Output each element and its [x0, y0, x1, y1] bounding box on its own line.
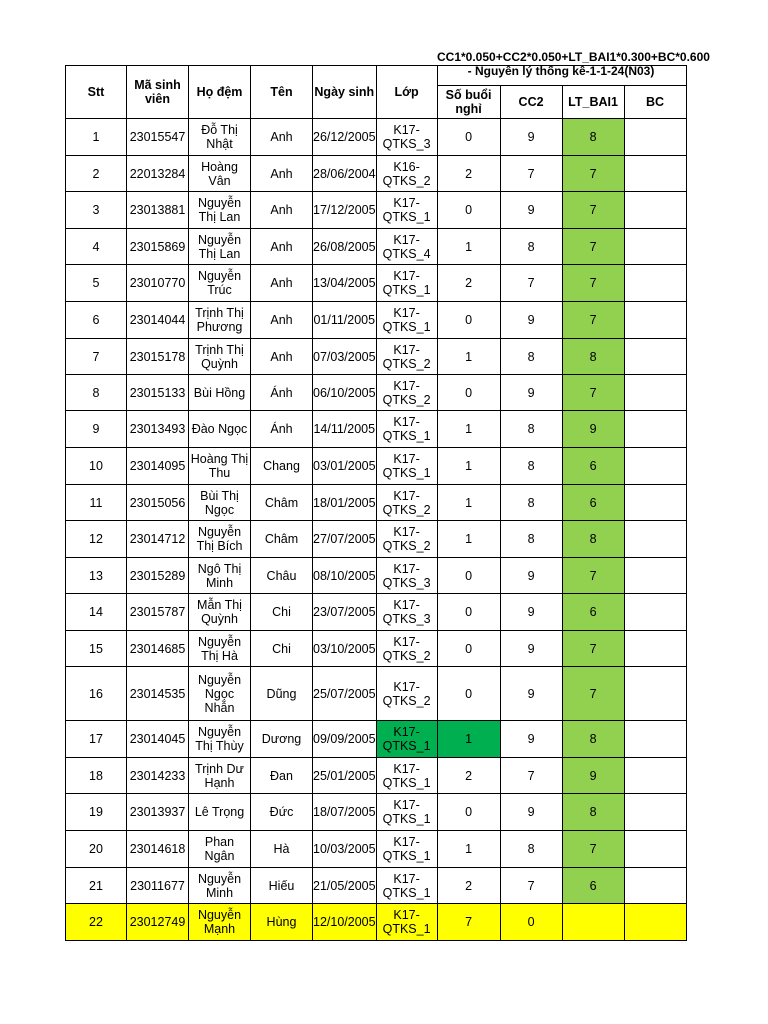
header-bc[interactable]: BC [624, 86, 686, 119]
cell-ngaysinh[interactable]: 03/01/2005 [313, 448, 377, 485]
cell-msv[interactable]: 23015787 [127, 594, 189, 631]
cell-cc2[interactable]: 9 [500, 375, 562, 411]
table-row [66, 302, 687, 339]
cell-sobuoinghi[interactable]: 0 [437, 375, 500, 411]
cell-sobuoinghi[interactable]: 0 [437, 558, 500, 594]
table-row [66, 411, 687, 448]
cell-ngaysinh[interactable]: 01/11/2005 [313, 302, 377, 339]
cell-bc[interactable] [624, 485, 686, 521]
cell-ngaysinh[interactable]: 12/10/2005 [313, 904, 377, 941]
cell-stt[interactable]: 15 [66, 631, 127, 667]
cell-lop[interactable]: K17-QTKS_2 [376, 485, 437, 521]
table-row [66, 868, 687, 904]
cell-cc2[interactable]: 9 [500, 794, 562, 831]
cell-lop[interactable]: K17-QTKS_1 [376, 448, 437, 485]
cell-stt[interactable]: 3 [66, 192, 127, 229]
cell-bc[interactable] [624, 631, 686, 667]
table-row [66, 485, 687, 521]
cell-stt[interactable]: 21 [66, 868, 127, 904]
cell-bc[interactable] [624, 904, 686, 941]
cell-lop[interactable]: K17-QTKS_3 [376, 119, 437, 156]
header-sobuoinghi[interactable]: Số buổi nghỉ [437, 86, 500, 119]
cell-lop[interactable]: K17-QTKS_1 [376, 831, 437, 868]
table-body [66, 66, 687, 941]
cell-sobuoinghi[interactable]: 2 [437, 156, 500, 192]
cell-sobuoinghi[interactable]: 0 [437, 631, 500, 667]
table-row [66, 594, 687, 631]
table-row [66, 375, 687, 411]
table-row [66, 448, 687, 485]
cell-lop[interactable]: K17-QTKS_3 [376, 558, 437, 594]
header-hodem[interactable]: Họ đệm [189, 66, 251, 119]
cell-ten[interactable]: Anh [251, 156, 313, 192]
cell-ten[interactable]: Đan [251, 758, 313, 794]
cell-msv[interactable]: 23015869 [127, 229, 189, 265]
cell-lop[interactable]: K17-QTKS_2 [376, 521, 437, 558]
cell-ngaysinh[interactable]: 23/07/2005 [313, 594, 377, 631]
cell-bc[interactable] [624, 521, 686, 558]
cell-stt[interactable]: 8 [66, 375, 127, 411]
cell-hodem[interactable]: Đỗ Thị Nhật [189, 119, 251, 156]
cell-sobuoinghi[interactable]: 2 [437, 265, 500, 302]
cell-ngaysinh[interactable]: 27/07/2005 [313, 521, 377, 558]
cell-sobuoinghi[interactable]: 1 [437, 229, 500, 265]
cell-lt-bai1[interactable]: 7 [562, 265, 624, 302]
cell-ngaysinh[interactable]: 17/12/2005 [313, 192, 377, 229]
cell-cc2[interactable]: 9 [500, 192, 562, 229]
cell-hodem[interactable]: Nguyễn Thị Bích [189, 521, 251, 558]
cell-ten[interactable]: Hiếu [251, 868, 313, 904]
cell-lop[interactable]: K17-QTKS_1 [376, 794, 437, 831]
cell-hodem[interactable]: Đào Ngọc [189, 411, 251, 448]
cell-cc2[interactable]: 7 [500, 265, 562, 302]
cell-hodem[interactable]: Nguyễn Thị Thùy [189, 721, 251, 758]
cell-cc2[interactable]: 9 [500, 119, 562, 156]
cell-msv[interactable]: 23015289 [127, 558, 189, 594]
header-lop[interactable]: Lớp [376, 66, 437, 119]
cell-bc[interactable] [624, 265, 686, 302]
cell-stt[interactable]: 6 [66, 302, 127, 339]
cell-stt[interactable]: 12 [66, 521, 127, 558]
cell-bc[interactable] [624, 868, 686, 904]
cell-cc2[interactable]: 7 [500, 758, 562, 794]
cell-msv[interactable]: 23014044 [127, 302, 189, 339]
cell-sobuoinghi[interactable]: 1 [437, 411, 500, 448]
cell-ten[interactable]: Ánh [251, 411, 313, 448]
cell-cc2[interactable]: 9 [500, 594, 562, 631]
table-row [66, 229, 687, 265]
table-row [66, 265, 687, 302]
cell-ngaysinh[interactable]: 26/08/2005 [313, 229, 377, 265]
cell-stt[interactable]: 5 [66, 265, 127, 302]
table-row [66, 831, 687, 868]
cell-lop[interactable]: K17-QTKS_2 [376, 631, 437, 667]
cell-bc[interactable] [624, 156, 686, 192]
cell-ten[interactable]: Hà [251, 831, 313, 868]
cell-hodem[interactable]: Nguyễn Thị Hà [189, 631, 251, 667]
cell-ngaysinh[interactable]: 13/04/2005 [313, 265, 377, 302]
cell-lt-bai1[interactable]: 8 [562, 339, 624, 375]
cell-sobuoinghi[interactable]: 1 [437, 485, 500, 521]
cell-sobuoinghi[interactable]: 0 [437, 192, 500, 229]
cell-lt-bai1[interactable]: 8 [562, 119, 624, 156]
cell-lop[interactable]: K17-QTKS_1 [376, 302, 437, 339]
cell-bc[interactable] [624, 721, 686, 758]
cell-stt[interactable]: 11 [66, 485, 127, 521]
cell-bc[interactable] [624, 229, 686, 265]
cell-bc[interactable] [624, 831, 686, 868]
table-row [66, 119, 687, 156]
cell-hodem[interactable]: Mẫn Thị Quỳnh [189, 594, 251, 631]
cell-stt[interactable]: 10 [66, 448, 127, 485]
cell-hodem[interactable]: Bùi Hồng [189, 375, 251, 411]
cell-msv[interactable]: 23015133 [127, 375, 189, 411]
table-row [66, 558, 687, 594]
cell-stt[interactable]: 16 [66, 667, 127, 721]
cell-bc[interactable] [624, 302, 686, 339]
cell-lt-bai1[interactable]: 7 [562, 631, 624, 667]
cell-hodem[interactable]: Nguyễn Trúc [189, 265, 251, 302]
cell-ten[interactable]: Đức [251, 794, 313, 831]
cell-hodem[interactable]: Phan Ngân [189, 831, 251, 868]
cell-msv[interactable]: 23013493 [127, 411, 189, 448]
cell-msv[interactable]: 23014045 [127, 721, 189, 758]
header-ngaysinh[interactable]: Ngày sinh [313, 66, 377, 119]
cell-bc[interactable] [624, 758, 686, 794]
cell-lt-bai1[interactable]: 7 [562, 831, 624, 868]
cell-lt-bai1[interactable]: 6 [562, 448, 624, 485]
cell-sobuoinghi[interactable]: 0 [437, 119, 500, 156]
cell-hodem[interactable]: Bùi Thị Ngọc [189, 485, 251, 521]
cell-cc2[interactable]: 9 [500, 721, 562, 758]
cell-ngaysinh[interactable]: 26/12/2005 [313, 119, 377, 156]
cell-hodem[interactable]: Nguyễn Thị Lan [189, 192, 251, 229]
cell-ten[interactable]: Chi [251, 631, 313, 667]
cell-msv[interactable]: 23014712 [127, 521, 189, 558]
cell-sobuoinghi[interactable]: 1 [437, 339, 500, 375]
cell-cc2[interactable]: 8 [500, 485, 562, 521]
header-lt-bai1[interactable]: LT_BAI1 [562, 86, 624, 119]
cell-ten[interactable]: Chi [251, 594, 313, 631]
cell-msv[interactable]: 23015178 [127, 339, 189, 375]
cell-ten[interactable]: Anh [251, 192, 313, 229]
cell-ngaysinh[interactable]: 21/05/2005 [313, 868, 377, 904]
cell-lop[interactable]: K17-QTKS_2 [376, 375, 437, 411]
table-row [66, 631, 687, 667]
cell-bc[interactable] [624, 339, 686, 375]
cell-stt[interactable]: 9 [66, 411, 127, 448]
header-msv[interactable]: Mã sinh viên [127, 66, 189, 119]
cell-sobuoinghi[interactable]: 2 [437, 868, 500, 904]
cell-msv[interactable]: 23015547 [127, 119, 189, 156]
cell-stt[interactable]: 19 [66, 794, 127, 831]
cell-lt-bai1[interactable]: 7 [562, 375, 624, 411]
cell-cc2[interactable]: 9 [500, 302, 562, 339]
cell-ten[interactable]: Anh [251, 302, 313, 339]
cell-msv[interactable]: 23014618 [127, 831, 189, 868]
cell-msv[interactable]: 23015056 [127, 485, 189, 521]
cell-msv[interactable]: 23014535 [127, 667, 189, 721]
cell-sobuoinghi[interactable]: 7 [437, 904, 500, 941]
cell-ten[interactable]: Chang [251, 448, 313, 485]
cell-lop[interactable]: K17-QTKS_2 [376, 667, 437, 721]
cell-ten[interactable]: Châm [251, 521, 313, 558]
cell-msv[interactable]: 22013284 [127, 156, 189, 192]
cell-ngaysinh[interactable]: 25/01/2005 [313, 758, 377, 794]
cell-hodem[interactable]: Hoàng Thị Thu [189, 448, 251, 485]
cell-sobuoinghi[interactable]: 1 [437, 448, 500, 485]
cell-stt[interactable]: 22 [66, 904, 127, 941]
cell-bc[interactable] [624, 411, 686, 448]
cell-bc[interactable] [624, 375, 686, 411]
cell-stt[interactable]: 2 [66, 156, 127, 192]
cell-lt-bai1[interactable]: 6 [562, 485, 624, 521]
cell-hodem[interactable]: Nguyễn Ngọc Nhẫn [189, 667, 251, 721]
cell-lt-bai1[interactable]: 7 [562, 192, 624, 229]
cell-bc[interactable] [624, 119, 686, 156]
table-row [66, 794, 687, 831]
cell-sobuoinghi[interactable]: 0 [437, 302, 500, 339]
cell-ngaysinh[interactable]: 18/07/2005 [313, 794, 377, 831]
cell-lop[interactable]: K17-QTKS_2 [376, 339, 437, 375]
cell-sobuoinghi[interactable]: 2 [437, 758, 500, 794]
cell-msv[interactable]: 23014233 [127, 758, 189, 794]
cell-stt[interactable]: 18 [66, 758, 127, 794]
cell-stt[interactable]: 4 [66, 229, 127, 265]
cell-ngaysinh[interactable]: 10/03/2005 [313, 831, 377, 868]
cell-ngaysinh[interactable]: 18/01/2005 [313, 485, 377, 521]
cell-sobuoinghi[interactable]: 0 [437, 667, 500, 721]
cell-bc[interactable] [624, 192, 686, 229]
cell-stt[interactable]: 20 [66, 831, 127, 868]
cell-hodem[interactable]: Ngô Thị Minh [189, 558, 251, 594]
cell-stt[interactable]: 1 [66, 119, 127, 156]
cell-cc2[interactable]: 9 [500, 558, 562, 594]
grade-table [65, 65, 687, 941]
table-row [66, 904, 687, 941]
header-stt[interactable]: Stt [66, 66, 127, 119]
header-formula-cell [437, 66, 686, 86]
cell-ngaysinh[interactable]: 07/03/2005 [313, 339, 377, 375]
cell-ten[interactable]: Hùng [251, 904, 313, 941]
cell-msv[interactable]: 23011677 [127, 868, 189, 904]
cell-cc2[interactable]: 7 [500, 156, 562, 192]
table-row [66, 339, 687, 375]
cell-ngaysinh[interactable]: 25/07/2005 [313, 667, 377, 721]
cell-ngaysinh[interactable]: 14/11/2005 [313, 411, 377, 448]
cell-msv[interactable]: 23012749 [127, 904, 189, 941]
table-row [66, 521, 687, 558]
cell-lop[interactable]: K17-QTKS_1 [376, 411, 437, 448]
cell-ten[interactable]: Anh [251, 339, 313, 375]
cell-cc2[interactable]: 8 [500, 339, 562, 375]
cell-hodem[interactable]: Nguyễn Minh [189, 868, 251, 904]
cell-ngaysinh[interactable]: 06/10/2005 [313, 375, 377, 411]
cell-ten[interactable]: Anh [251, 229, 313, 265]
cell-cc2[interactable]: 8 [500, 448, 562, 485]
header-cc2[interactable]: CC2 [500, 86, 562, 119]
cell-stt[interactable]: 7 [66, 339, 127, 375]
cell-lt-bai1[interactable]: 7 [562, 156, 624, 192]
cell-cc2[interactable]: 8 [500, 521, 562, 558]
header-row-top [66, 66, 687, 86]
cell-cc2[interactable]: 7 [500, 868, 562, 904]
cell-hodem[interactable]: Nguyễn Mạnh [189, 904, 251, 941]
cell-sobuoinghi[interactable]: 1 [437, 831, 500, 868]
cell-lt-bai1[interactable]: 7 [562, 558, 624, 594]
cell-lt-bai1[interactable]: 9 [562, 758, 624, 794]
cell-lop[interactable]: K17-QTKS_3 [376, 594, 437, 631]
cell-cc2[interactable]: 8 [500, 831, 562, 868]
cell-hodem[interactable]: Nguyễn Thị Lan [189, 229, 251, 265]
cell-ten[interactable]: Anh [251, 265, 313, 302]
cell-sobuoinghi[interactable]: 1 [437, 721, 500, 758]
cell-cc2[interactable]: 8 [500, 229, 562, 265]
cell-lop[interactable]: K17-QTKS_4 [376, 229, 437, 265]
cell-ngaysinh[interactable]: 08/10/2005 [313, 558, 377, 594]
cell-ten[interactable]: Châu [251, 558, 313, 594]
cell-stt[interactable]: 13 [66, 558, 127, 594]
cell-msv[interactable]: 23010770 [127, 265, 189, 302]
cell-lt-bai1[interactable]: 6 [562, 868, 624, 904]
cell-hodem[interactable]: Lê Trọng [189, 794, 251, 831]
cell-ten[interactable]: Dũng [251, 667, 313, 721]
cell-hodem[interactable]: Hoàng Vân [189, 156, 251, 192]
cell-sobuoinghi[interactable]: 0 [437, 594, 500, 631]
cell-lop[interactable]: K17-QTKS_1 [376, 758, 437, 794]
cell-lop[interactable]: K17-QTKS_1 [376, 192, 437, 229]
cell-hodem[interactable]: Trịnh Dư Hạnh [189, 758, 251, 794]
cell-bc[interactable] [624, 594, 686, 631]
cell-bc[interactable] [624, 794, 686, 831]
table-row [66, 667, 687, 721]
cell-lt-bai1[interactable]: 7 [562, 667, 624, 721]
cell-lt-bai1[interactable]: 8 [562, 794, 624, 831]
cell-bc[interactable] [624, 558, 686, 594]
table-row [66, 721, 687, 758]
cell-bc[interactable] [624, 667, 686, 721]
header-ten[interactable]: Tên [251, 66, 313, 119]
table-row [66, 192, 687, 229]
cell-lop[interactable]: K17-QTKS_1 [376, 265, 437, 302]
cell-lt-bai1[interactable]: 6 [562, 594, 624, 631]
cell-hodem[interactable]: Trịnh Thị Phương [189, 302, 251, 339]
cell-lt-bai1[interactable]: 8 [562, 521, 624, 558]
cell-msv[interactable]: 23014685 [127, 631, 189, 667]
cell-stt[interactable]: 17 [66, 721, 127, 758]
cell-ten[interactable]: Dương [251, 721, 313, 758]
cell-ten[interactable]: Châm [251, 485, 313, 521]
cell-cc2[interactable]: 0 [500, 904, 562, 941]
cell-lt-bai1[interactable]: 9 [562, 411, 624, 448]
cell-lop[interactable]: K17-QTKS_1 [376, 721, 437, 758]
cell-ngaysinh[interactable]: 09/09/2005 [313, 721, 377, 758]
cell-cc2[interactable]: 8 [500, 411, 562, 448]
cell-sobuoinghi[interactable]: 0 [437, 794, 500, 831]
cell-hodem[interactable]: Trịnh Thị Quỳnh [189, 339, 251, 375]
cell-sobuoinghi[interactable]: 1 [437, 521, 500, 558]
cell-msv[interactable]: 23013937 [127, 794, 189, 831]
cell-cc2[interactable]: 9 [500, 631, 562, 667]
table-row [66, 156, 687, 192]
cell-lt-bai1[interactable]: 7 [562, 229, 624, 265]
cell-msv[interactable]: 23013881 [127, 192, 189, 229]
cell-stt[interactable]: 14 [66, 594, 127, 631]
cell-ngaysinh[interactable]: 28/06/2004 [313, 156, 377, 192]
cell-lop[interactable]: K17-QTKS_1 [376, 868, 437, 904]
cell-ngaysinh[interactable]: 03/10/2005 [313, 631, 377, 667]
formula-header: CC1*0.050+CC2*0.050+LT_BAI1*0.300+BC*0.600 - Nguyên lý thống kê-1-1-24(N03) [437, 50, 710, 78]
cell-lt-bai1[interactable]: 7 [562, 302, 624, 339]
cell-bc[interactable] [624, 448, 686, 485]
cell-ten[interactable]: Anh [251, 119, 313, 156]
cell-cc2[interactable]: 9 [500, 667, 562, 721]
cell-lop[interactable]: K17-QTKS_1 [376, 904, 437, 941]
cell-msv[interactable]: 23014095 [127, 448, 189, 485]
cell-lop[interactable]: K16-QTKS_2 [376, 156, 437, 192]
cell-lt-bai1[interactable]: 8 [562, 721, 624, 758]
cell-ten[interactable]: Ánh [251, 375, 313, 411]
cell-lt-bai1[interactable] [562, 904, 624, 941]
table-row [66, 758, 687, 794]
